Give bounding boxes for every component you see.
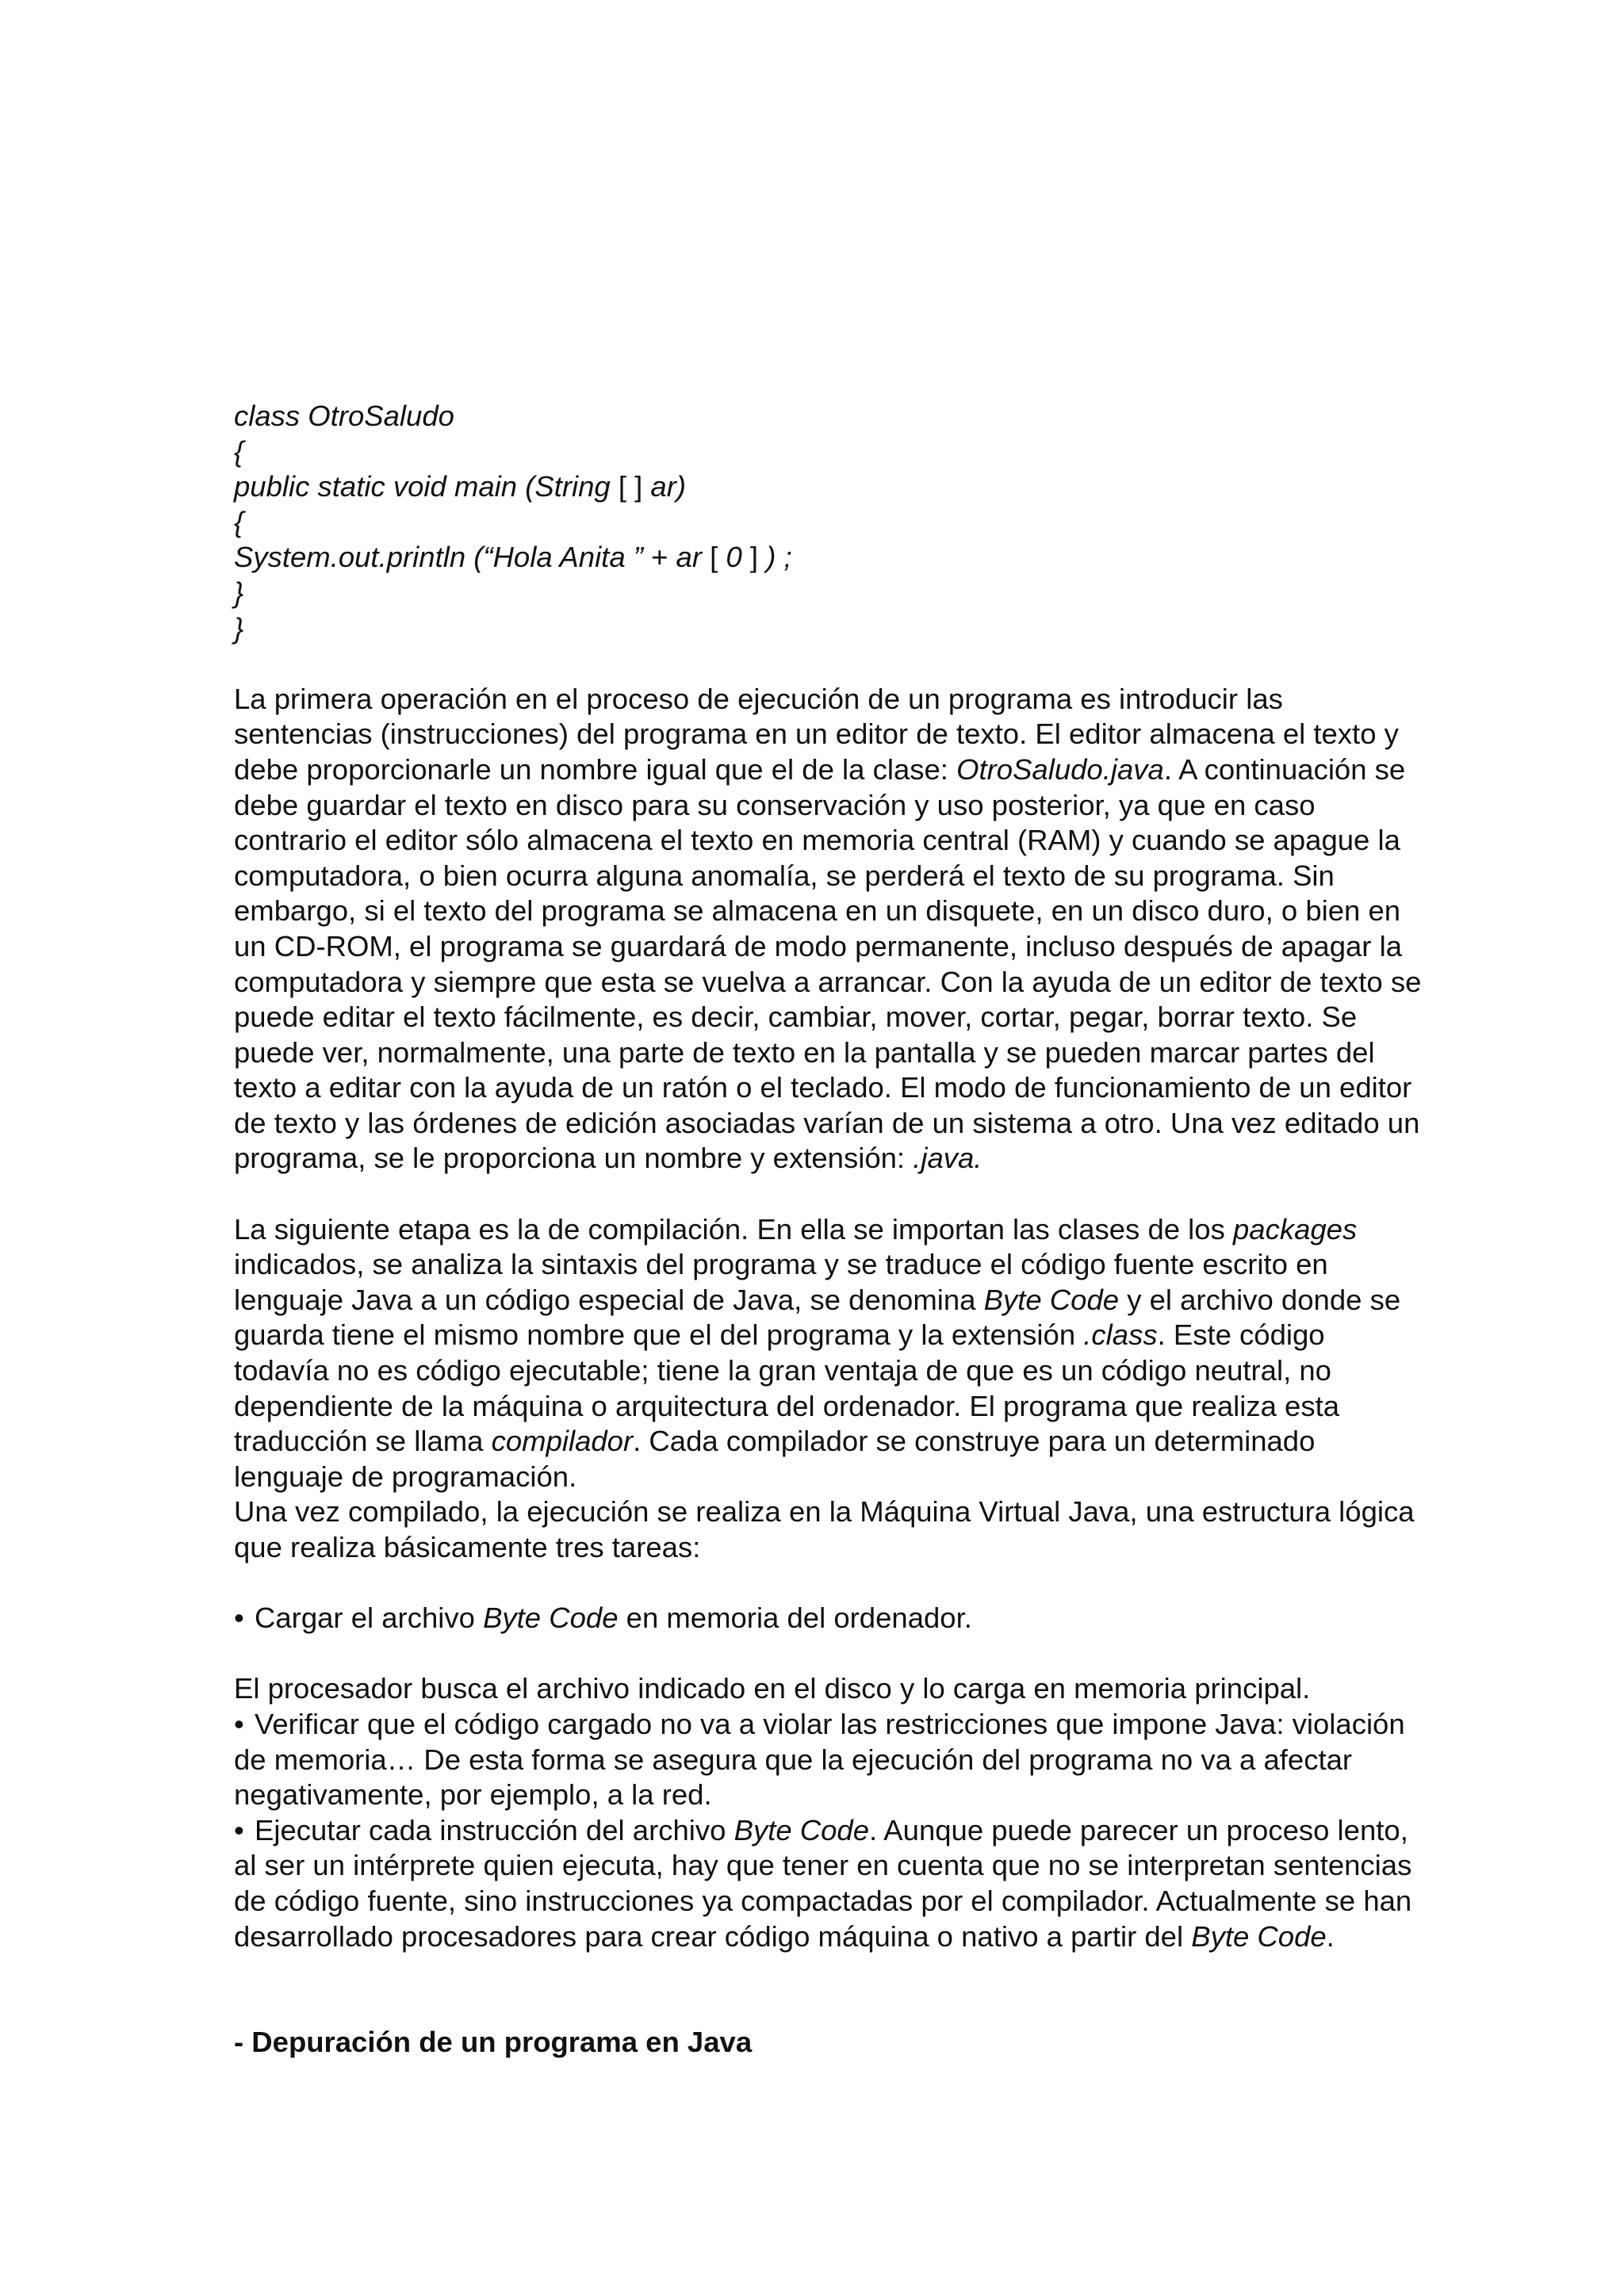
- bullet-icon: •: [234, 1707, 244, 1740]
- bullet-item-load: • Cargar el archivo Byte Code en memoria del ordenador.: [234, 1601, 1423, 1636]
- bullet-icon: •: [234, 1813, 244, 1846]
- document-body: [234, 399, 1423, 2061]
- code-line: }: [234, 611, 244, 645]
- paragraph-compilation: La siguiente etapa es la de compilación. En ella se importan las clases de los packages indicados, se analiza la sintaxis del programa y se traduce el código fuente escrito en lenguaje Java a un código especial de Java, se denomina Byte Code y el archivo donde se guarda tiene el mismo nombre que el del programa y la extensión .class. Este código todavía no es código ejecutable; tiene la gran ventaja de que es un código neutral, no dependiente de la máquina o arquitectura del ordenador. El programa que realiza esta traducción se llama compilador. Cada compilador se construye para un determinado lenguaje de programación.: [234, 1212, 1401, 1493]
- code-line: public static void main (String [ ] ar): [234, 470, 687, 503]
- code-line: {: [234, 434, 244, 468]
- code-line: class OtroSaludo: [234, 400, 454, 432]
- code-line: {: [234, 505, 244, 538]
- section-heading: - Depuración de un programa en Java: [234, 2026, 753, 2059]
- bullet-item-verify: • Verificar que el código cargado no va a violar las restricciones que impone Java: violación de memoria… De esta forma se asegura que la ejecución del programa no va a afectar negativamente, por ejemplo, a la red.: [234, 1707, 1405, 1812]
- bullet-item-execute: • Ejecutar cada instrucción del archivo Byte Code. Aunque puede parecer un proceso lento, al ser un intérprete quien ejecuta, hay que tener en cuenta que no se interpretan sentencias de código fuente, sino instrucciones ya compactadas por el compilador. Actualmente se han desarrollado procesadores para crear código máquina o nativo a partir del Byte Code.: [234, 1813, 1412, 1953]
- paragraph-editing: La primera operación en el proceso de ejecución de un programa es introducir las sentencias (instrucciones) del programa en un editor de texto. El editor almacena el texto y debe proporcionarle un nombre igual que el de la clase: OtroSaludo.java. A continuación se debe guardar el texto en disco para su conservación y uso posterior, ya que en caso contrario el editor sólo almacena el texto en memoria central (RAM) y cuando se apague la computadora, o bien ocurra alguna anomalía, se perderá el texto de su programa. Sin embargo, si el texto del programa se almacena en un disquete, en un disco duro, o bien en un CD-ROM, el programa se guardará de modo permanente, incluso después de apagar la computadora y siempre que esta se vuelva a arrancar. Con la ayuda de un editor de texto se puede editar el texto fácilmente, es decir, cambiar, mover, cortar, pegar, borrar texto. Se puede ver, normalmente, una parte de texto en la pantalla y se pueden marcar partes del texto a editar con la ayuda de un ratón o el teclado. El modo de funcionamiento de un editor de texto y las órdenes de edición asociadas varían de un sistema a otro. Una vez editado un programa, se le proporciona un nombre y extensión: .java.: [234, 682, 1422, 1175]
- code-block: [234, 399, 1423, 646]
- bullet-icon: •: [234, 1601, 244, 1635]
- paragraph-execution: Una vez compilado, la ejecución se realiza en la Máquina Virtual Java, una estructura lógica que realiza básicamente tres tareas:: [234, 1495, 1415, 1563]
- code-line: }: [234, 576, 244, 609]
- code-line: System.out.println (“Hola Anita ” + ar [ 0 ] ) ;: [234, 541, 792, 574]
- paragraph-processor: El procesador busca el archivo indicado en el disco y lo carga en memoria principal.: [234, 1672, 1311, 1705]
